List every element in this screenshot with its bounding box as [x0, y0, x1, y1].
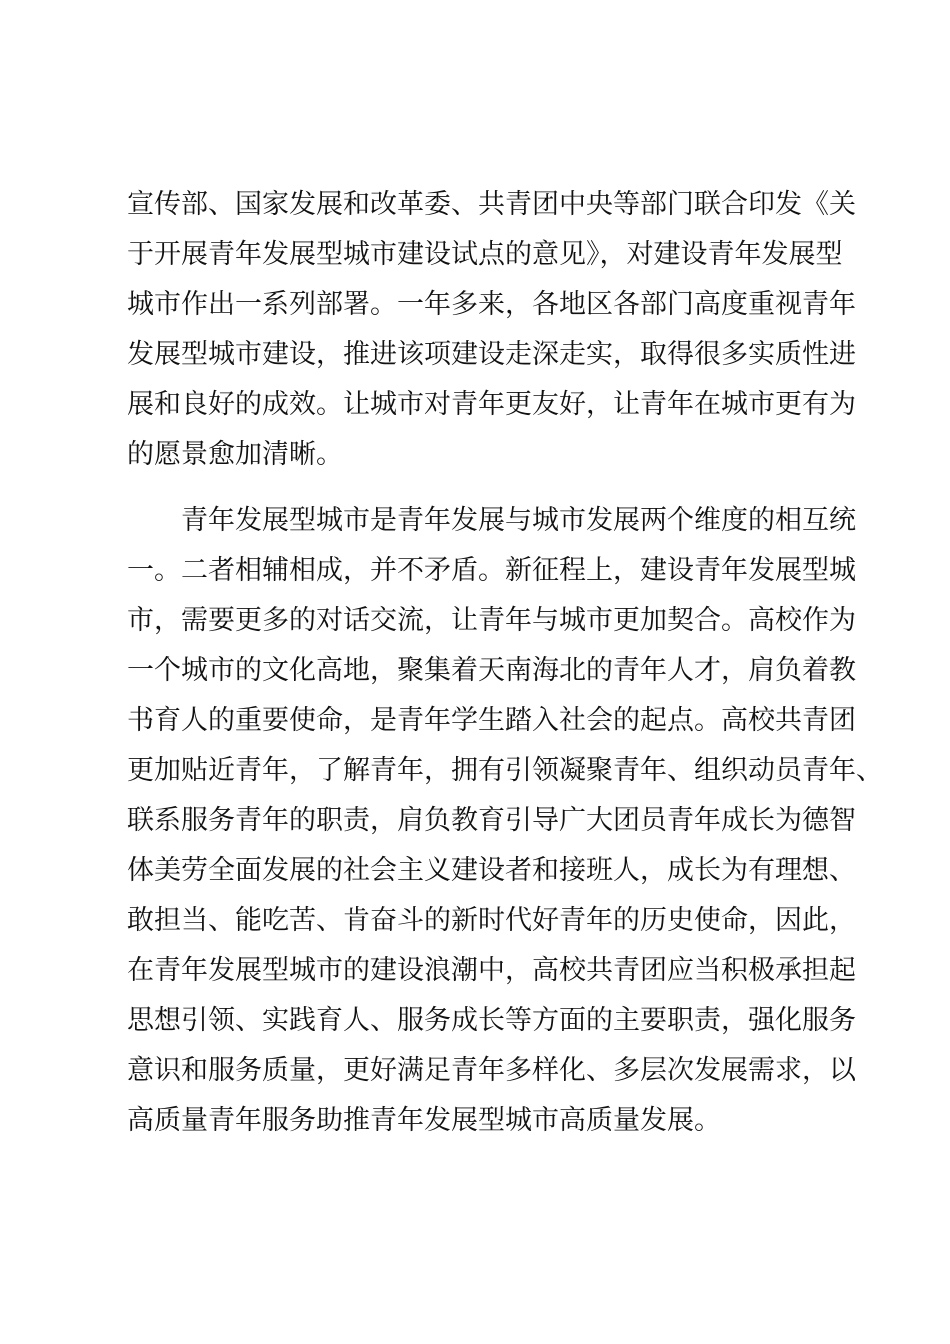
paragraph-line: 书育人的重要使命，是青年学生踏入社会的起点。高校共青团	[127, 705, 856, 736]
paragraph-line: 体美劳全面发展的社会主义建设者和接班人，成长为有理想、	[127, 855, 856, 886]
paragraph-line: 一个城市的文化高地，聚集着天南海北的青年人才，肩负着教	[127, 655, 856, 686]
paragraph-line: 敢担当、能吃苦、肯奋斗的新时代好青年的历史使命，因此，	[127, 905, 856, 936]
paragraph-line: 思想引领、实践育人、服务成长等方面的主要职责，强化服务	[127, 1005, 856, 1036]
paragraph-line: 展和良好的成效。让城市对青年更友好，让青年在城市更有为	[127, 389, 856, 420]
paragraph-1	[127, 180, 856, 480]
paragraph-2	[127, 496, 883, 1146]
paragraph-line: 更加贴近青年，了解青年，拥有引领凝聚青年、组织动员青年、	[127, 755, 883, 786]
paragraph-line: 意识和服务质量，更好满足青年多样化、多层次发展需求，以	[127, 1055, 856, 1086]
paragraph-line: 一。二者相辅相成，并不矛盾。新征程上，建设青年发展型城	[127, 555, 856, 586]
paragraph-line: 青年发展型城市是青年发展与城市发展两个维度的相互统	[181, 505, 856, 536]
paragraph-line: 宣传部、国家发展和改革委、共青团中央等部门联合印发《关	[127, 189, 856, 220]
paragraph-line: 联系服务青年的职责，肩负教育引导广大团员青年成长为德智	[127, 805, 856, 836]
paragraph-line: 于开展青年发展型城市建设试点的意见》，对建设青年发展型	[127, 239, 843, 270]
paragraph-line: 城市作出一系列部署。一年多来，各地区各部门高度重视青年	[127, 289, 856, 320]
paragraph-line: 高质量青年服务助推青年发展型城市高质量发展。	[127, 1105, 721, 1136]
paragraph-line: 在青年发展型城市的建设浪潮中，高校共青团应当积极承担起	[127, 955, 856, 986]
paragraph-line: 市，需要更多的对话交流，让青年与城市更加契合。高校作为	[127, 605, 856, 636]
paragraph-line: 的愿景愈加清晰。	[127, 439, 343, 470]
paragraph-line: 发展型城市建设，推进该项建设走深走实，取得很多实质性进	[127, 339, 856, 370]
